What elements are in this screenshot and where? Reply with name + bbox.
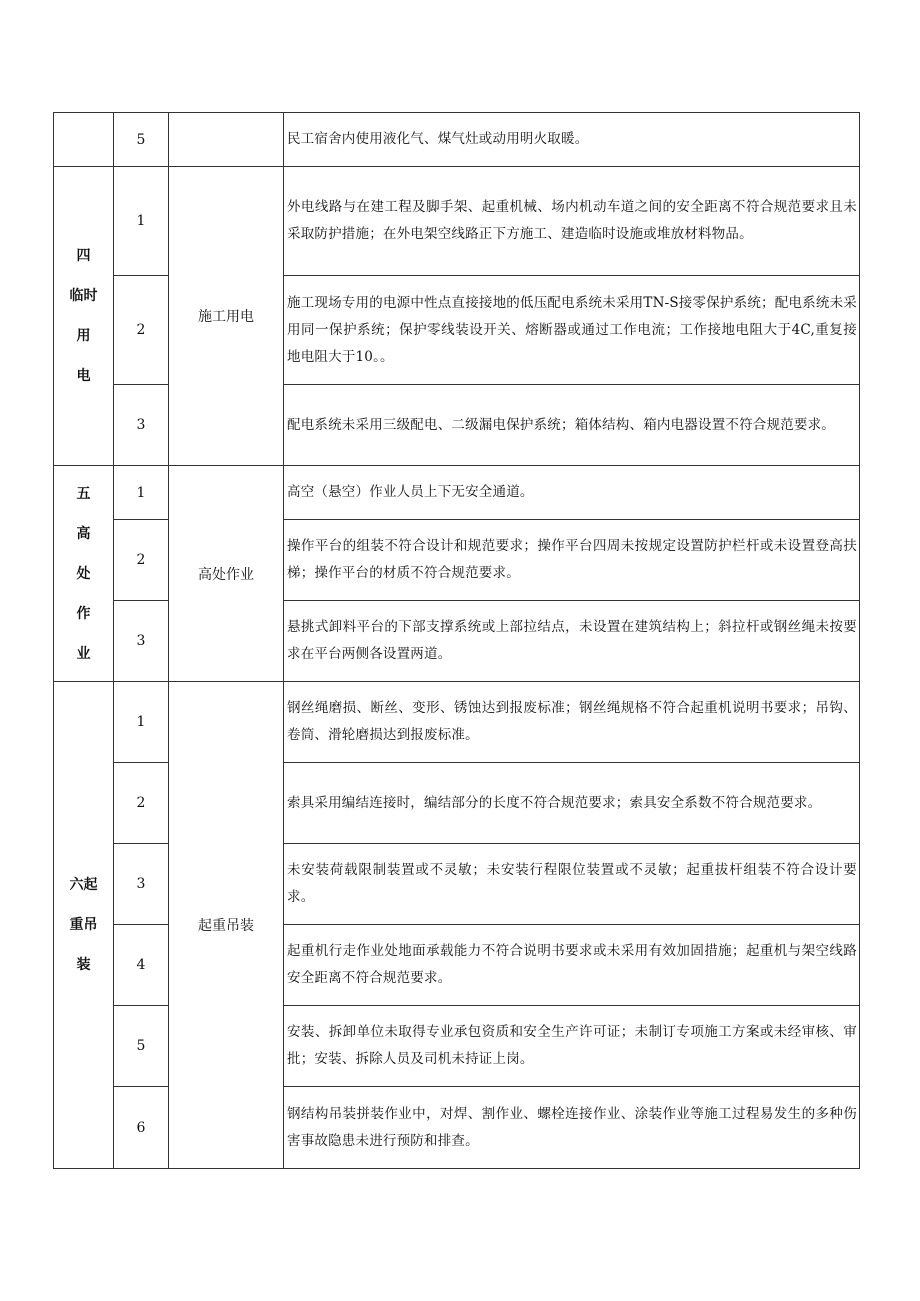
item-number: 5 <box>114 113 169 167</box>
subject-cell: 高处作业 <box>169 466 284 682</box>
table-row <box>54 682 860 763</box>
item-description: 起重机行走作业处地面承载能力不符合说明书要求或未采用有效加固措施；起重机与架空线路安全距离不符合规范要求。 <box>284 925 860 1006</box>
item-number: 3 <box>114 844 169 925</box>
item-number: 3 <box>114 601 169 682</box>
item-description: 钢丝绳磨损、断丝、变形、锈蚀达到报废标准；钢丝绳规格不符合起重机说明书要求；吊钩、卷筒、滑轮磨损达到报废标准。 <box>284 682 860 763</box>
category-line: 处 <box>76 565 91 582</box>
item-description: 钢结构吊装拼装作业中，对焊、割作业、螺栓连接作业、涂装作业等施工过程易发生的多种伤害事故隐患未进行预防和排查。 <box>284 1087 860 1169</box>
subject-cell: 施工用电 <box>169 167 284 466</box>
hazard-table <box>53 112 860 1169</box>
subject-cell: 起重吊装 <box>169 682 284 1169</box>
subject-cell <box>169 113 284 167</box>
item-number: 1 <box>114 167 169 276</box>
item-number: 2 <box>114 520 169 601</box>
item-description: 未安装荷载限制装置或不灵敏；未安装行程限位装置或不灵敏；起重拔杆组装不符合设计要求。 <box>284 844 860 925</box>
item-number: 5 <box>114 1006 169 1087</box>
item-description: 外电线路与在建工程及脚手架、起重机械、场内机动车道之间的安全距离不符合规范要求且未采取防护措施；在外电架空线路正下方施工、建造临时设施或堆放材料物品。 <box>284 167 860 276</box>
item-number: 3 <box>114 385 169 466</box>
category-line: 五 <box>76 485 91 502</box>
category-cell <box>54 113 114 167</box>
item-number: 1 <box>114 466 169 520</box>
category-line: 六起 <box>69 877 98 893</box>
category-cell <box>54 167 114 466</box>
item-number: 2 <box>114 276 169 385</box>
category-line: 四 <box>76 248 91 264</box>
category-cell <box>54 682 114 1169</box>
category-line: 用 <box>76 328 91 344</box>
item-number: 4 <box>114 925 169 1006</box>
category-line: 临时 <box>69 288 98 304</box>
category-line: 业 <box>76 645 91 662</box>
category-line: 重吊 <box>69 917 98 933</box>
table-row <box>54 113 860 167</box>
item-number: 2 <box>114 763 169 844</box>
item-description: 安装、拆卸单位未取得专业承包资质和安全生产许可证；未制订专项施工方案或未经审核、审批；安装、拆除人员及司机未持证上岗。 <box>284 1006 860 1087</box>
item-number: 6 <box>114 1087 169 1169</box>
category-line: 装 <box>76 957 91 973</box>
item-description: 索具采用编结连接时，编结部分的长度不符合规范要求；索具安全系数不符合规范要求。 <box>284 763 860 844</box>
table-row <box>54 167 860 276</box>
item-description: 施工现场专用的电源中性点直接接地的低压配电系统未采用TN-S接零保护系统；配电系统未采用同一保护系统；保护零线装设开关、熔断器或通过工作电流；工作接地电阻大于4C,重复接地电阻大于10。。 <box>284 276 860 385</box>
category-line: 电 <box>76 368 91 384</box>
category-line: 作 <box>76 605 91 622</box>
item-description: 民工宿舍内使用液化气、煤气灶或动用明火取暖。 <box>284 113 860 167</box>
category-line: 高 <box>76 525 91 542</box>
item-description: 高空（悬空）作业人员上下无安全通道。 <box>284 466 860 520</box>
item-description: 配电系统未采用三级配电、二级漏电保护系统；箱体结构、箱内电器设置不符合规范要求。 <box>284 385 860 466</box>
table-row <box>54 466 860 520</box>
item-description: 操作平台的组装不符合设计和规范要求；操作平台四周未按规定设置防护栏杆或未设置登高扶梯；操作平台的材质不符合规范要求。 <box>284 520 860 601</box>
item-description: 悬挑式卸料平台的下部支撑系统或上部拉结点，未设置在建筑结构上；斜拉杆或钢丝绳未按要求在平台两侧各设置两道。 <box>284 601 860 682</box>
item-number: 1 <box>114 682 169 763</box>
category-cell <box>54 466 114 682</box>
